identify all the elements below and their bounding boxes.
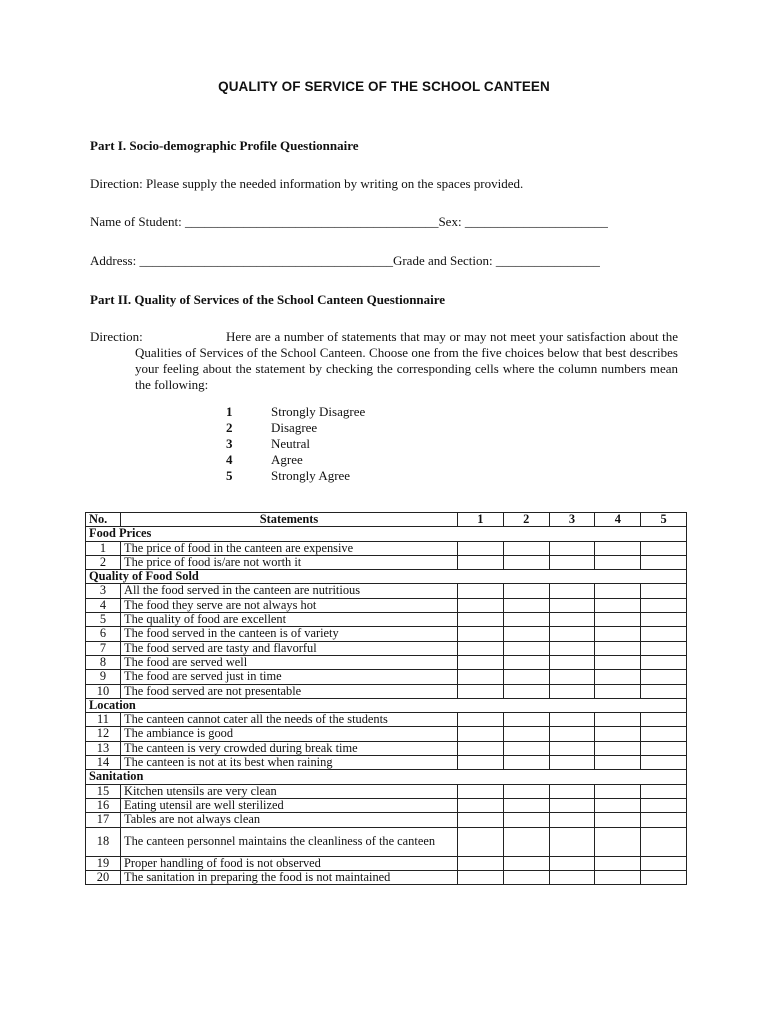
rating-cell-4[interactable] — [595, 798, 641, 812]
rating-cell-4[interactable] — [595, 727, 641, 741]
table-row — [86, 641, 687, 655]
statement-text: Tables are not always clean — [121, 813, 458, 827]
rating-cell-2[interactable] — [503, 713, 549, 727]
table-row — [86, 670, 687, 684]
scale-label: Strongly Disagree — [271, 404, 366, 419]
scale-label: Strongly Agree — [271, 468, 351, 483]
scale-label: Agree — [271, 452, 303, 467]
statement-text: The canteen personnel maintains the cleanliness of the canteen — [121, 827, 458, 856]
rating-cell-3[interactable] — [549, 756, 595, 770]
rating-cell-4[interactable] — [595, 713, 641, 727]
rating-cell-2[interactable] — [503, 827, 549, 856]
table-row — [86, 713, 687, 727]
statement-number: 4 — [86, 598, 121, 612]
rating-cell-3[interactable] — [549, 584, 595, 598]
rating-cell-5[interactable] — [641, 655, 687, 669]
name-sex-line: Name of Student: _______________________________________Sex: ______________________ — [90, 214, 608, 229]
statement-number: 12 — [86, 727, 121, 741]
statement-number: 7 — [86, 641, 121, 655]
scale-item — [226, 452, 365, 468]
rating-cell-2[interactable] — [503, 756, 549, 770]
part1-direction: Direction: Please supply the needed information by writing on the spaces provided. — [90, 176, 524, 191]
table-row — [86, 813, 687, 827]
header-rating-1: 1 — [458, 513, 504, 527]
header-rating-4: 4 — [595, 513, 641, 527]
rating-cell-5[interactable] — [641, 584, 687, 598]
statement-text: All the food served in the canteen are nutritious — [121, 584, 458, 598]
rating-cell-1[interactable] — [458, 798, 504, 812]
statement-text: The canteen is not at its best when raining — [121, 756, 458, 770]
rating-cell-3[interactable] — [549, 655, 595, 669]
scale-number: 3 — [226, 436, 233, 451]
statement-text: The price of food in the canteen are expensive — [121, 541, 458, 555]
rating-cell-3[interactable] — [549, 856, 595, 870]
statement-text: The canteen is very crowded during break time — [121, 741, 458, 755]
table-row — [86, 827, 687, 856]
scale-label: Neutral — [271, 436, 310, 451]
table-row — [86, 541, 687, 555]
rating-cell-3[interactable] — [549, 541, 595, 555]
rating-cell-1[interactable] — [458, 813, 504, 827]
table-row — [86, 798, 687, 812]
rating-cell-4[interactable] — [595, 598, 641, 612]
scale-number: 4 — [226, 452, 233, 467]
part2-heading: Part II. Quality of Services of the School Canteen Questionnaire — [90, 292, 446, 307]
statement-number: 3 — [86, 584, 121, 598]
rating-cell-5[interactable] — [641, 784, 687, 798]
rating-cell-4[interactable] — [595, 670, 641, 684]
address-grade-line: Address: _______________________________________Grade and Section: ________________ — [90, 253, 600, 268]
table-row — [86, 555, 687, 569]
statement-text: The canteen cannot cater all the needs of the students — [121, 713, 458, 727]
statement-number: 13 — [86, 741, 121, 755]
rating-cell-3[interactable] — [549, 555, 595, 569]
rating-cell-3[interactable] — [549, 670, 595, 684]
rating-cell-4[interactable] — [595, 741, 641, 755]
scale-item — [226, 436, 365, 452]
statement-number: 15 — [86, 784, 121, 798]
rating-cell-5[interactable] — [641, 798, 687, 812]
rating-cell-5[interactable] — [641, 856, 687, 870]
statement-number: 20 — [86, 870, 121, 884]
rating-cell-1[interactable] — [458, 555, 504, 569]
statement-text: The quality of food are excellent — [121, 613, 458, 627]
table-row — [86, 627, 687, 641]
rating-cell-3[interactable] — [549, 627, 595, 641]
table-row — [86, 684, 687, 698]
statement-number: 5 — [86, 613, 121, 627]
scale-item — [226, 468, 365, 484]
rating-cell-5[interactable] — [641, 756, 687, 770]
rating-cell-4[interactable] — [595, 584, 641, 598]
statement-number: 2 — [86, 555, 121, 569]
rating-cell-2[interactable] — [503, 784, 549, 798]
rating-cell-2[interactable] — [503, 627, 549, 641]
header-no: No. — [86, 513, 121, 527]
rating-cell-1[interactable] — [458, 870, 504, 884]
rating-cell-3[interactable] — [549, 613, 595, 627]
scale-number: 1 — [226, 404, 233, 419]
statement-text: The food served in the canteen is of variety — [121, 627, 458, 641]
part1-heading: Part I. Socio-demographic Profile Questionnaire — [90, 138, 359, 153]
statement-number: 16 — [86, 798, 121, 812]
statement-number: 14 — [86, 756, 121, 770]
rating-cell-2[interactable] — [503, 655, 549, 669]
rating-cell-1[interactable] — [458, 670, 504, 684]
statement-text: The food they serve are not always hot — [121, 598, 458, 612]
rating-cell-3[interactable] — [549, 741, 595, 755]
rating-cell-5[interactable] — [641, 813, 687, 827]
rating-cell-1[interactable] — [458, 613, 504, 627]
rating-cell-5[interactable] — [641, 684, 687, 698]
statement-text: The food are served just in time — [121, 670, 458, 684]
category-row — [86, 698, 687, 712]
rating-cell-4[interactable] — [595, 555, 641, 569]
document-title: QUALITY OF SERVICE OF THE SCHOOL CANTEEN — [218, 79, 550, 94]
rating-cell-3[interactable] — [549, 641, 595, 655]
rating-cell-3[interactable] — [549, 798, 595, 812]
rating-cell-1[interactable] — [458, 684, 504, 698]
rating-cell-5[interactable] — [641, 598, 687, 612]
rating-cell-1[interactable] — [458, 627, 504, 641]
statement-text: The price of food is/are not worth it — [121, 555, 458, 569]
table-row — [86, 655, 687, 669]
statement-number: 9 — [86, 670, 121, 684]
statement-text: The food served are not presentable — [121, 684, 458, 698]
rating-cell-3[interactable] — [549, 784, 595, 798]
rating-cell-3[interactable] — [549, 827, 595, 856]
rating-cell-3[interactable] — [549, 713, 595, 727]
rating-cell-2[interactable] — [503, 684, 549, 698]
statement-number: 10 — [86, 684, 121, 698]
rating-cell-5[interactable] — [641, 741, 687, 755]
category-label: Quality of Food Sold — [86, 570, 687, 584]
header-rating-2: 2 — [503, 513, 549, 527]
rating-cell-5[interactable] — [641, 641, 687, 655]
direction-label: Direction: — [90, 329, 143, 344]
rating-cell-5[interactable] — [641, 870, 687, 884]
table-row — [86, 870, 687, 884]
rating-cell-1[interactable] — [458, 655, 504, 669]
statement-text: The sanitation in preparing the food is not maintained — [121, 870, 458, 884]
rating-cell-3[interactable] — [549, 870, 595, 884]
rating-cell-2[interactable] — [503, 555, 549, 569]
rating-cell-1[interactable] — [458, 727, 504, 741]
rating-cell-5[interactable] — [641, 555, 687, 569]
rating-cell-5[interactable] — [641, 713, 687, 727]
rating-cell-1[interactable] — [458, 598, 504, 612]
rating-cell-1[interactable] — [458, 827, 504, 856]
table-row — [86, 784, 687, 798]
rating-cell-4[interactable] — [595, 541, 641, 555]
rating-cell-5[interactable] — [641, 613, 687, 627]
statement-text: Proper handling of food is not observed — [121, 856, 458, 870]
rating-cell-2[interactable] — [503, 741, 549, 755]
category-label: Sanitation — [86, 770, 687, 784]
header-rating-3: 3 — [549, 513, 595, 527]
statement-text: The ambiance is good — [121, 727, 458, 741]
rating-cell-2[interactable] — [503, 727, 549, 741]
rating-cell-4[interactable] — [595, 756, 641, 770]
rating-cell-2[interactable] — [503, 541, 549, 555]
category-row — [86, 527, 687, 541]
rating-cell-2[interactable] — [503, 641, 549, 655]
questionnaire-table — [85, 512, 687, 885]
rating-cell-1[interactable] — [458, 541, 504, 555]
part2-direction — [90, 329, 678, 393]
table-row — [86, 598, 687, 612]
rating-cell-5[interactable] — [641, 627, 687, 641]
scale-number: 5 — [226, 468, 233, 483]
rating-cell-1[interactable] — [458, 584, 504, 598]
rating-cell-4[interactable] — [595, 655, 641, 669]
category-row — [86, 570, 687, 584]
header-rating-5: 5 — [641, 513, 687, 527]
rating-cell-2[interactable] — [503, 670, 549, 684]
statement-number: 19 — [86, 856, 121, 870]
statement-text: The food served are tasty and flavorful — [121, 641, 458, 655]
scale-label: Disagree — [271, 420, 318, 435]
rating-cell-1[interactable] — [458, 741, 504, 755]
table-row — [86, 756, 687, 770]
rating-cell-4[interactable] — [595, 613, 641, 627]
table-row — [86, 856, 687, 870]
rating-cell-2[interactable] — [503, 856, 549, 870]
rating-cell-1[interactable] — [458, 856, 504, 870]
statement-number: 18 — [86, 827, 121, 856]
rating-cell-1[interactable] — [458, 641, 504, 655]
rating-cell-4[interactable] — [595, 784, 641, 798]
rating-cell-5[interactable] — [641, 541, 687, 555]
rating-cell-3[interactable] — [549, 727, 595, 741]
scale-item — [226, 420, 365, 436]
statement-text: Kitchen utensils are very clean — [121, 784, 458, 798]
scale-number: 2 — [226, 420, 233, 435]
statement-text: The food are served well — [121, 655, 458, 669]
rating-cell-3[interactable] — [549, 598, 595, 612]
rating-cell-2[interactable] — [503, 584, 549, 598]
category-row — [86, 770, 687, 784]
table-row — [86, 741, 687, 755]
statement-number: 8 — [86, 655, 121, 669]
rating-cell-4[interactable] — [595, 684, 641, 698]
rating-cell-3[interactable] — [549, 684, 595, 698]
direction-text: Here are a number of statements that may or may not meet your satisfaction about the Qualities of Services of the School Canteen. Choose one from the five choices below that best describes your feeling about the statement by checking the corresponding cells where the column numbers mean the following: — [135, 329, 678, 392]
rating-cell-4[interactable] — [595, 856, 641, 870]
rating-cell-1[interactable] — [458, 713, 504, 727]
rating-cell-1[interactable] — [458, 784, 504, 798]
rating-cell-2[interactable] — [503, 798, 549, 812]
rating-cell-2[interactable] — [503, 598, 549, 612]
statement-text: Eating utensil are well sterilized — [121, 798, 458, 812]
table-row — [86, 584, 687, 598]
rating-cell-5[interactable] — [641, 727, 687, 741]
rating-cell-2[interactable] — [503, 813, 549, 827]
rating-cell-4[interactable] — [595, 870, 641, 884]
category-label: Location — [86, 698, 687, 712]
rating-cell-1[interactable] — [458, 756, 504, 770]
rating-cell-5[interactable] — [641, 827, 687, 856]
table-row — [86, 727, 687, 741]
category-label: Food Prices — [86, 527, 687, 541]
rating-cell-4[interactable] — [595, 827, 641, 856]
rating-cell-3[interactable] — [549, 813, 595, 827]
statement-number: 17 — [86, 813, 121, 827]
rating-cell-2[interactable] — [503, 870, 549, 884]
rating-cell-4[interactable] — [595, 641, 641, 655]
header-statements: Statements — [121, 513, 458, 527]
rating-scale-legend — [226, 404, 365, 484]
statement-number: 6 — [86, 627, 121, 641]
statement-number: 1 — [86, 541, 121, 555]
rating-cell-5[interactable] — [641, 670, 687, 684]
table-header-row — [86, 513, 687, 527]
rating-cell-4[interactable] — [595, 813, 641, 827]
rating-cell-4[interactable] — [595, 627, 641, 641]
scale-item — [226, 404, 365, 420]
rating-cell-2[interactable] — [503, 613, 549, 627]
table-row — [86, 613, 687, 627]
statement-number: 11 — [86, 713, 121, 727]
